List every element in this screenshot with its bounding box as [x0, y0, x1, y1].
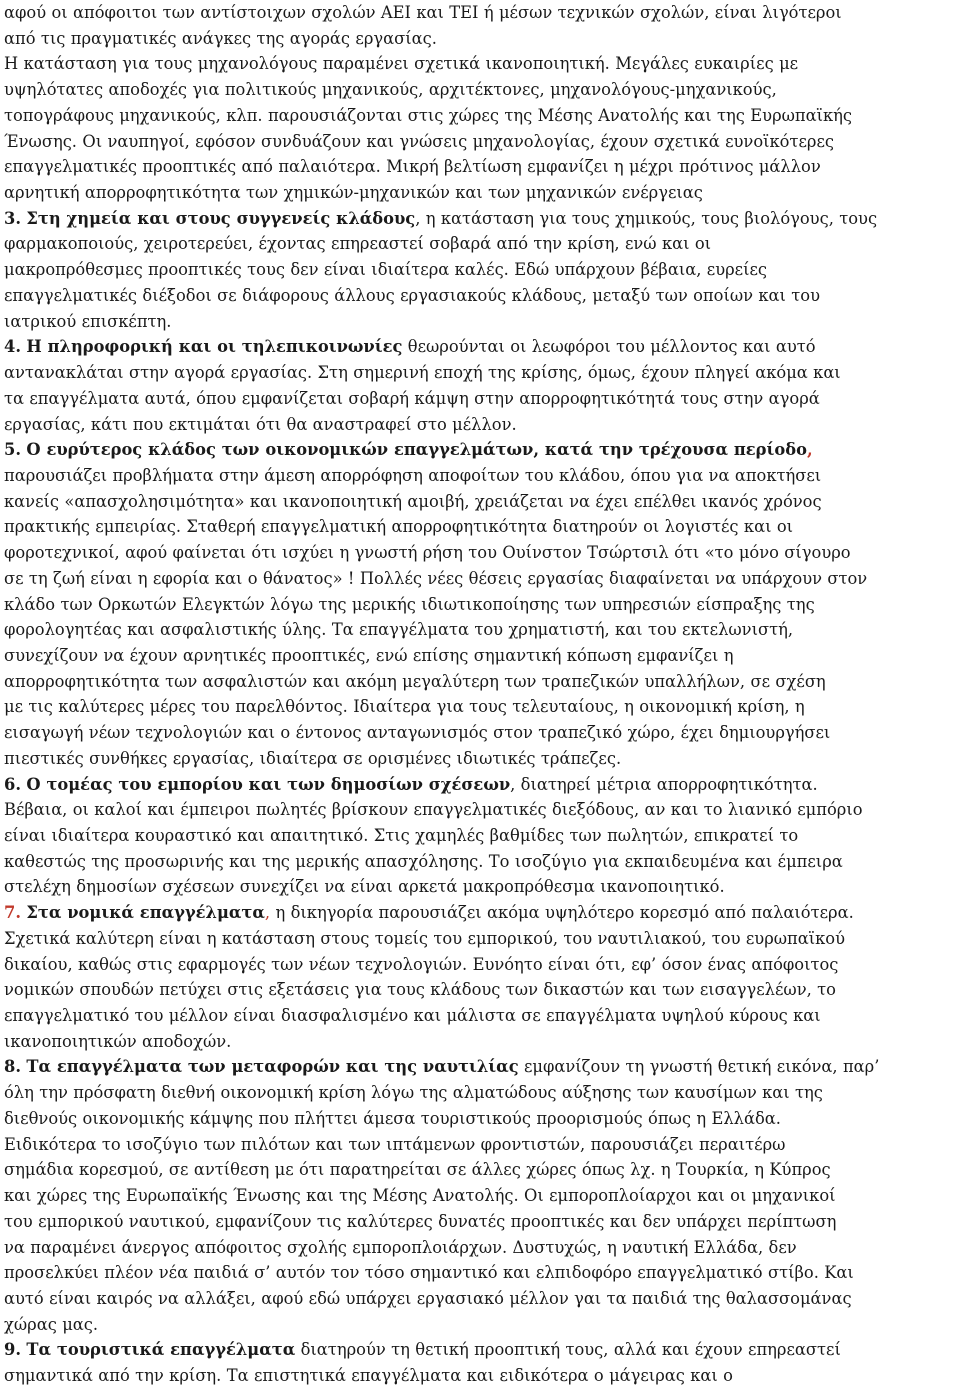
- text-line: ιατρικού επισκέπτη.: [4, 311, 172, 331]
- text-line: παρουσιάζει προβλήματα στην άμεση απορρόφηση αποφοίτων του κλάδου, όπου για να αποκτήσει: [4, 465, 822, 485]
- section-number: 7.: [4, 903, 21, 923]
- text-line: σε τη ζωή είναι η εφορία και ο θάνατος» ! Πολλές νέες θέσεις εργασίας διαφαίνεται να υπάρχουν στον: [4, 568, 868, 588]
- text-line: φαρμακοποιούς, χειροτερεύει, έχοντας επηρεαστεί σοβαρά από την κρίση, ενώ και οι: [4, 234, 712, 254]
- section-number: 3.: [4, 208, 21, 228]
- text-run: διατηρούν τη θετική προοπτική τους, αλλά και έχουν επηρεαστεί: [295, 1340, 841, 1360]
- section-7-heading-line: [4, 900, 958, 926]
- text-line: με τις καλύτερες μέρες του παρελθόντος. Ιδιαίτερα για τους τελευταίους, η οικονομική κρίση, η: [4, 697, 805, 717]
- text-line: σημάδια κορεσμού, σε αντίθεση με ότι παρατηρείται σε άλλες χώρες όπως λχ. η Τουρκία, η Κύπρος: [4, 1160, 831, 1180]
- section-number: 4.: [4, 337, 21, 357]
- section-number: 9.: [4, 1340, 21, 1360]
- section-3-heading-line: [4, 206, 958, 232]
- section-number: 6.: [4, 774, 21, 794]
- text-line: είναι ιδιαίτερα κουραστικό και απαιτητικό. Στις χαμηλές βαθμίδες των πωλητών, επικρατεί το: [4, 826, 799, 845]
- text-line: χώρας μας.: [4, 1314, 99, 1334]
- text-line: επαγγελματικές προοπτικές από παλαιότερα. Μικρή βελτίωση εμφανίζει η μέχρι πρότινος μάλλον: [4, 157, 821, 177]
- text-run: , η κατάσταση για τους χημικούς, τους βιολόγους, τους: [415, 208, 878, 228]
- text-line: διεθνούς οικονομικής κάμψης που πλήττει άμεσα τουριστικούς προορισμούς όπως η Ελλάδα.: [4, 1108, 781, 1128]
- text-line: του εμπορικού ναυτικού, εμφανίζουν τις καλύτερες δυνατές προοπτικές και δεν υπάρχει περίπτωση: [4, 1211, 837, 1231]
- text-line: δικαίου, καθώς στις εφαρμογές των νέων τεχνολογιών. Ευνόητο είναι ότι, εφ’ όσον ένας απόφοιτος: [4, 954, 839, 974]
- text-run: θεωρούνται οι λεωφόροι του μέλλοντος και αυτό: [402, 337, 816, 357]
- text-line: φοροτεχνικοί, αφού φαίνεται ότι ισχύει η γνωστή ρήση του Ουίνστον Τσώρτσιλ ότι «το μόνο σίγουρο: [4, 543, 851, 563]
- text-line: νομικών σπουδών πετύχει στις εξετάσεις για τους κλάδους των δικαστών και των εισαγγελέων, το: [4, 980, 836, 1000]
- text-line: τα επαγγέλματα αυτά, όπου εμφανίζεται σοβαρή κάμψη στην απορροφητικότητά τους στην αγορά: [4, 388, 820, 408]
- text-line: κανείς «απασχολησιμότητα» και ικανοποιητική αμοιβή, χρειάζεται να έχει επέλθει ικανός χρόνος: [4, 491, 822, 511]
- text-line: πιεστικές συνθήκες εργασίας, ιδιαίτερα σε ορισμένες ιδιωτικές τράπεζες.: [4, 748, 622, 768]
- text-line: επαγγελματικό του μέλλον είναι διασφαλισμένο και μάλιστα σε επαγγέλματα υψηλού κύρους και: [4, 1006, 821, 1026]
- section-6-heading-line: [4, 772, 958, 798]
- text-line: ικανοποιητικών αποδοχών.: [4, 1031, 232, 1051]
- text-line: Σχετικά καλύτερη είναι η κατάσταση στους τομείς του εμπορικού, του ναυτιλιακού, του ευρωπαϊκού: [4, 928, 846, 948]
- text-line: απορροφητικότητα των ασφαλιστών και ακόμη μεγαλύτερη των τραπεζικών υπαλλήλων, σε σχέση: [4, 671, 826, 691]
- text-line: εισαγωγή νέων τεχνολογιών και ο έντονος ανταγωνισμός στον τραπεζικό χώρο, έχει δημιουργήσει: [4, 723, 831, 743]
- text-line: προσελκύει πλέον νέα παιδιά σ’ αυτόν τον τόσο σημαντικό και ελπιδοφόρο επαγγελματικό στίβο. Και: [4, 1263, 854, 1283]
- section-number: 8.: [4, 1057, 21, 1077]
- text-line: μακροπρόθεσμες προοπτικές τους δεν είναι ιδιαίτερα καλές. Εδώ υπάρχουν βέβαια, ευρείες: [4, 260, 768, 280]
- document-body: [4, 0, 958, 1389]
- text-line: εργασίας, κάτι που εκτιμάται ότι θα αναστραφεί στο μέλλον.: [4, 414, 517, 434]
- section-title-punct: ,: [264, 903, 271, 923]
- section-title: Στα νομικά επαγγέλματα: [26, 903, 265, 923]
- text-line: Ένωσης. Οι ναυπηγοί, εφόσον συνδυάζουν και γνώσεις μηχανολογίας, έχουν σχετικά ευνοϊκότερες: [4, 131, 835, 151]
- section-title: Ο ευρύτερος κλάδος των οικονομικών επαγγελμάτων, κατά την τρέχουσα περίοδο: [26, 440, 807, 460]
- section-5-heading-line: [4, 437, 958, 463]
- section-title-punct: ,: [806, 440, 813, 460]
- section-title: Στη χημεία και στους συγγενείς κλάδους: [26, 208, 416, 228]
- text-line: αρνητική απορροφητικότητα των χημικών-μηχανικών και των μηχανικών ενέργειας: [4, 183, 703, 203]
- text-line: να παραμένει άνεργος απόφοιτος σχολής εμποροπλοιάρχων. Δυστυχώς, η ναυτική Ελλάδα, δεν: [4, 1237, 797, 1257]
- text-run: , διατηρεί μέτρια απορροφητικότητα.: [510, 774, 818, 794]
- section-8-heading-line: [4, 1054, 958, 1080]
- text-line: συνεχίζουν να έχουν αρνητικές προοπτικές, ενώ επίσης σημαντική κόπωση εμφανίζει η: [4, 645, 734, 665]
- text-line: υψηλότατες αποδοχές για πολιτικούς μηχανικούς, αρχιτέκτονες, μηχανολόγους-μηχανικούς,: [4, 80, 777, 100]
- text-line: στελέχη δημοσίων σχέσεων συνεχίζει να είναι αρκετά μακροπρόθεσμα ικανοποιητικό.: [4, 877, 725, 897]
- text-line: Η κατάσταση για τους μηχανολόγους παραμένει σχετικά ικανοποιητική. Μεγάλες ευκαιρίες με: [4, 54, 799, 74]
- text-line: τοπογράφους μηχανικούς, κλπ. παρουσιάζονται στις χώρες της Μέσης Ανατολής και της Ευρωπαϊκής: [4, 105, 853, 125]
- section-title: Η πληροφορική και οι τηλεπικοινωνίες: [26, 337, 403, 357]
- text-line: αφού οι απόφοιτοι των αντίστοιχων σχολών ΑΕΙ και ΤΕΙ ή μέσων τεχνικών σχολών, είναι λιγότεροι: [4, 3, 842, 22]
- text-line: πρακτικής εμπειρίας. Σταθερή επαγγελματική απορροφητικότητα διατηρούν οι λογιστές και οι: [4, 517, 794, 537]
- text-line: καθεστώς της προσωρινής και της μερικής απασχόλησης. Το ισοζύγιο για εκπαιδευμένα και έμπειρα: [4, 851, 843, 871]
- text-line: Βέβαια, οι καλοί και έμπειροι πωλητές βρίσκουν επαγγελματικές διεξόδους, αν και το λιανικό εμπόριο: [4, 800, 863, 820]
- text-line: σημαντικά από την κρίση. Τα επιστητικά επαγγέλματα και ειδικότερα ο μάγειρας και ο: [4, 1366, 733, 1386]
- section-title: Τα τουριστικά επαγγέλματα: [26, 1340, 296, 1360]
- section-number: 5.: [4, 440, 21, 460]
- text-line: και χώρες της Ευρωπαϊκής Ένωσης και της Μέσης Ανατολής. Οι εμποροπλοίαρχοι και οι μηχανικοί: [4, 1186, 836, 1206]
- section-title: Τα επαγγέλματα των μεταφορών και της ναυτιλίας: [26, 1057, 519, 1077]
- section-4-heading-line: [4, 334, 958, 360]
- section-title: Ο τομέας του εμπορίου και των δημοσίων σχέσεων: [26, 774, 511, 794]
- text-line: αντανακλάται στην αγορά εργασίας. Στη σημερινή εποχή της κρίσης, όμως, έχουν πληγεί ακόμα και: [4, 363, 841, 383]
- text-line: όλη την πρόσφατη διεθνή οικονομική κρίση λόγω της αλματώδους αύξησης των καυσίμων και της: [4, 1083, 823, 1103]
- text-line: από τις πραγματικές ανάγκες της αγοράς εργασίας.: [4, 28, 437, 48]
- section-9-heading-line: [4, 1337, 958, 1363]
- text-line: επαγγελματικές διέξοδοι σε διάφορους άλλους εργασιακούς κλάδους, μεταξύ των οποίων και του: [4, 285, 821, 305]
- text-line: φορολογητέας και ασφαλιστικής ύλης. Τα επαγγέλματα του χρηματιστή, και του εκτελωνιστή,: [4, 620, 794, 640]
- text-run: εμφανίζουν τη γνωστή θετική εικόνα, παρ’: [518, 1057, 880, 1077]
- text-line: Ειδικότερα το ισοζύγιο των πιλότων και των ιπτάμενων φροντιστών, παρουσιάζει περαιτέρω: [4, 1134, 786, 1154]
- text-run: η δικηγορία παρουσιάζει ακόμα υψηλότερο κορεσμό από παλαιότερα.: [270, 903, 854, 923]
- text-line: κλάδο των Ορκωτών Ελεγκτών λόγω της μερικής ιδιωτικοποίησης των υπηρεσιών είσπραξης της: [4, 594, 815, 614]
- text-line: αυτό είναι καιρός να αλλάξει, αφού εδώ υπάρχει εργασιακό μέλλον γαι τα παιδιά της θαλασσομάνας: [4, 1288, 852, 1308]
